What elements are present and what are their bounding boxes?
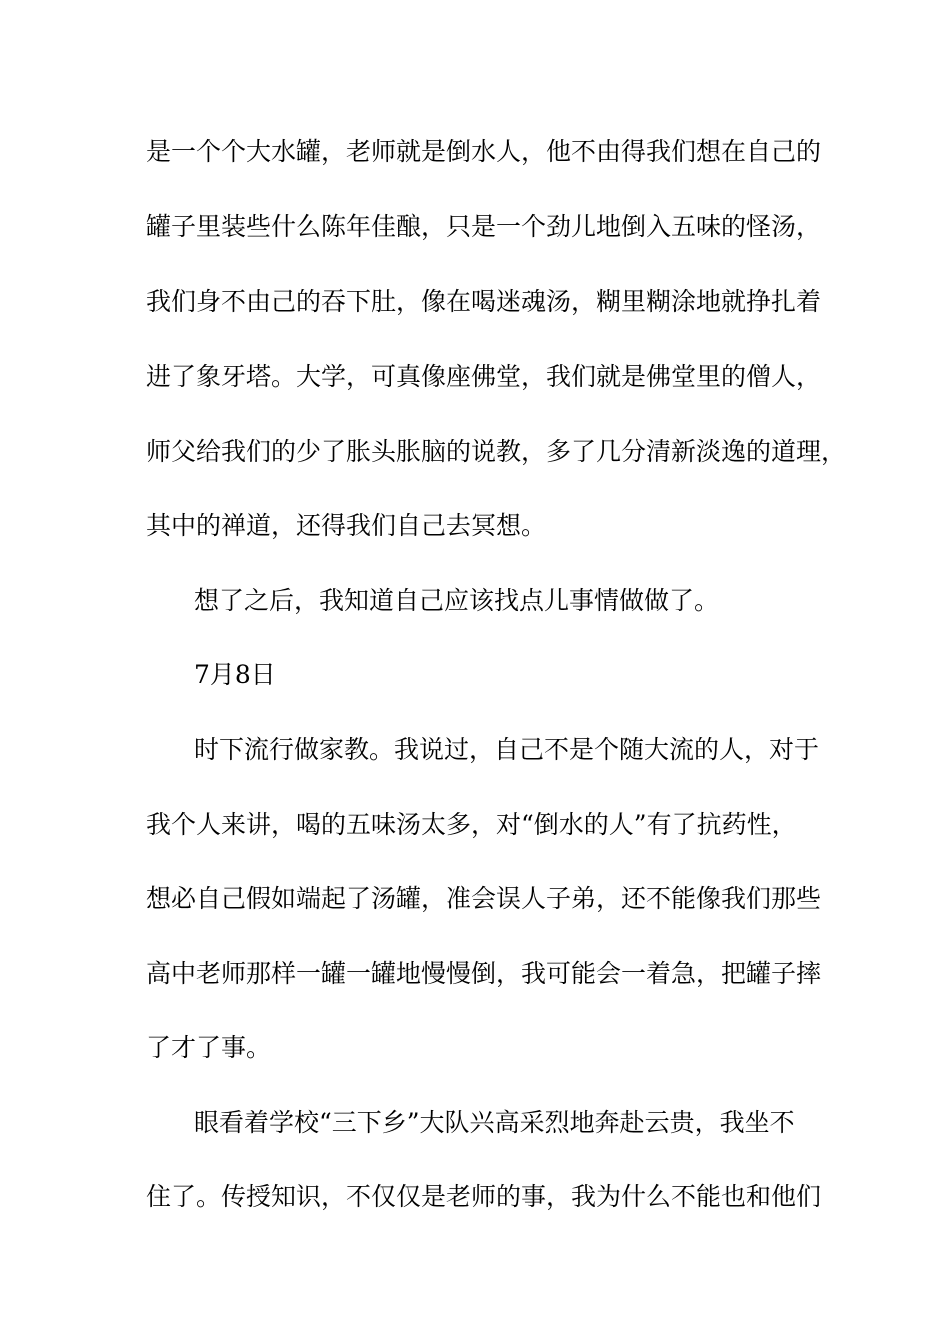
- paragraph-2-line-1: 想了之后，我知道自己应该找点儿事情做做了。: [194, 586, 720, 615]
- date-heading: 7月8日: [194, 660, 276, 689]
- paragraph-3-line-2: 我个人来讲，喝的五味汤太多，对“倒水的人”有了抗药性，: [146, 810, 797, 839]
- paragraph-4-line-2: 住了。传授知识，不仅仅是老师的事，我为什么不能也和他们: [146, 1182, 822, 1211]
- paragraph-4-line-1: 眼看着学校“三下乡”大队兴高采烈地奔赴云贵，我坐不: [194, 1108, 795, 1137]
- paragraph-3-line-3: 想必自己假如端起了汤罐，准会误人子弟，还不能像我们那些: [146, 884, 822, 913]
- paragraph-1-line-3: 我们身不由己的吞下肚，像在喝迷魂汤，糊里糊涂地就挣扎着: [146, 287, 822, 316]
- paragraph-3-line-5: 了才了事。: [146, 1033, 272, 1062]
- paragraph-1-line-5: 师父给我们的少了胀头胀脑的说教，多了几分清新淡逸的道理，: [146, 437, 847, 466]
- paragraph-1-line-4: 进了象牙塔。大学，可真像座佛堂，我们就是佛堂里的僧人，: [146, 362, 822, 391]
- paragraph-3-line-4: 高中老师那样一罐一罐地慢慢倒，我可能会一着急，把罐子摔: [146, 959, 822, 988]
- paragraph-3-line-1: 时下流行做家教。我说过，自己不是个随大流的人，对于: [194, 735, 820, 764]
- paragraph-1-line-1: 是一个个大水罐，老师就是倒水人，他不由得我们想在自己的: [146, 137, 822, 166]
- paragraph-1-line-2: 罐子里装些什么陈年佳酿，只是一个劲儿地倒入五味的怪汤，: [146, 212, 822, 241]
- paragraph-1-line-6: 其中的禅道，还得我们自己去冥想。: [146, 511, 547, 540]
